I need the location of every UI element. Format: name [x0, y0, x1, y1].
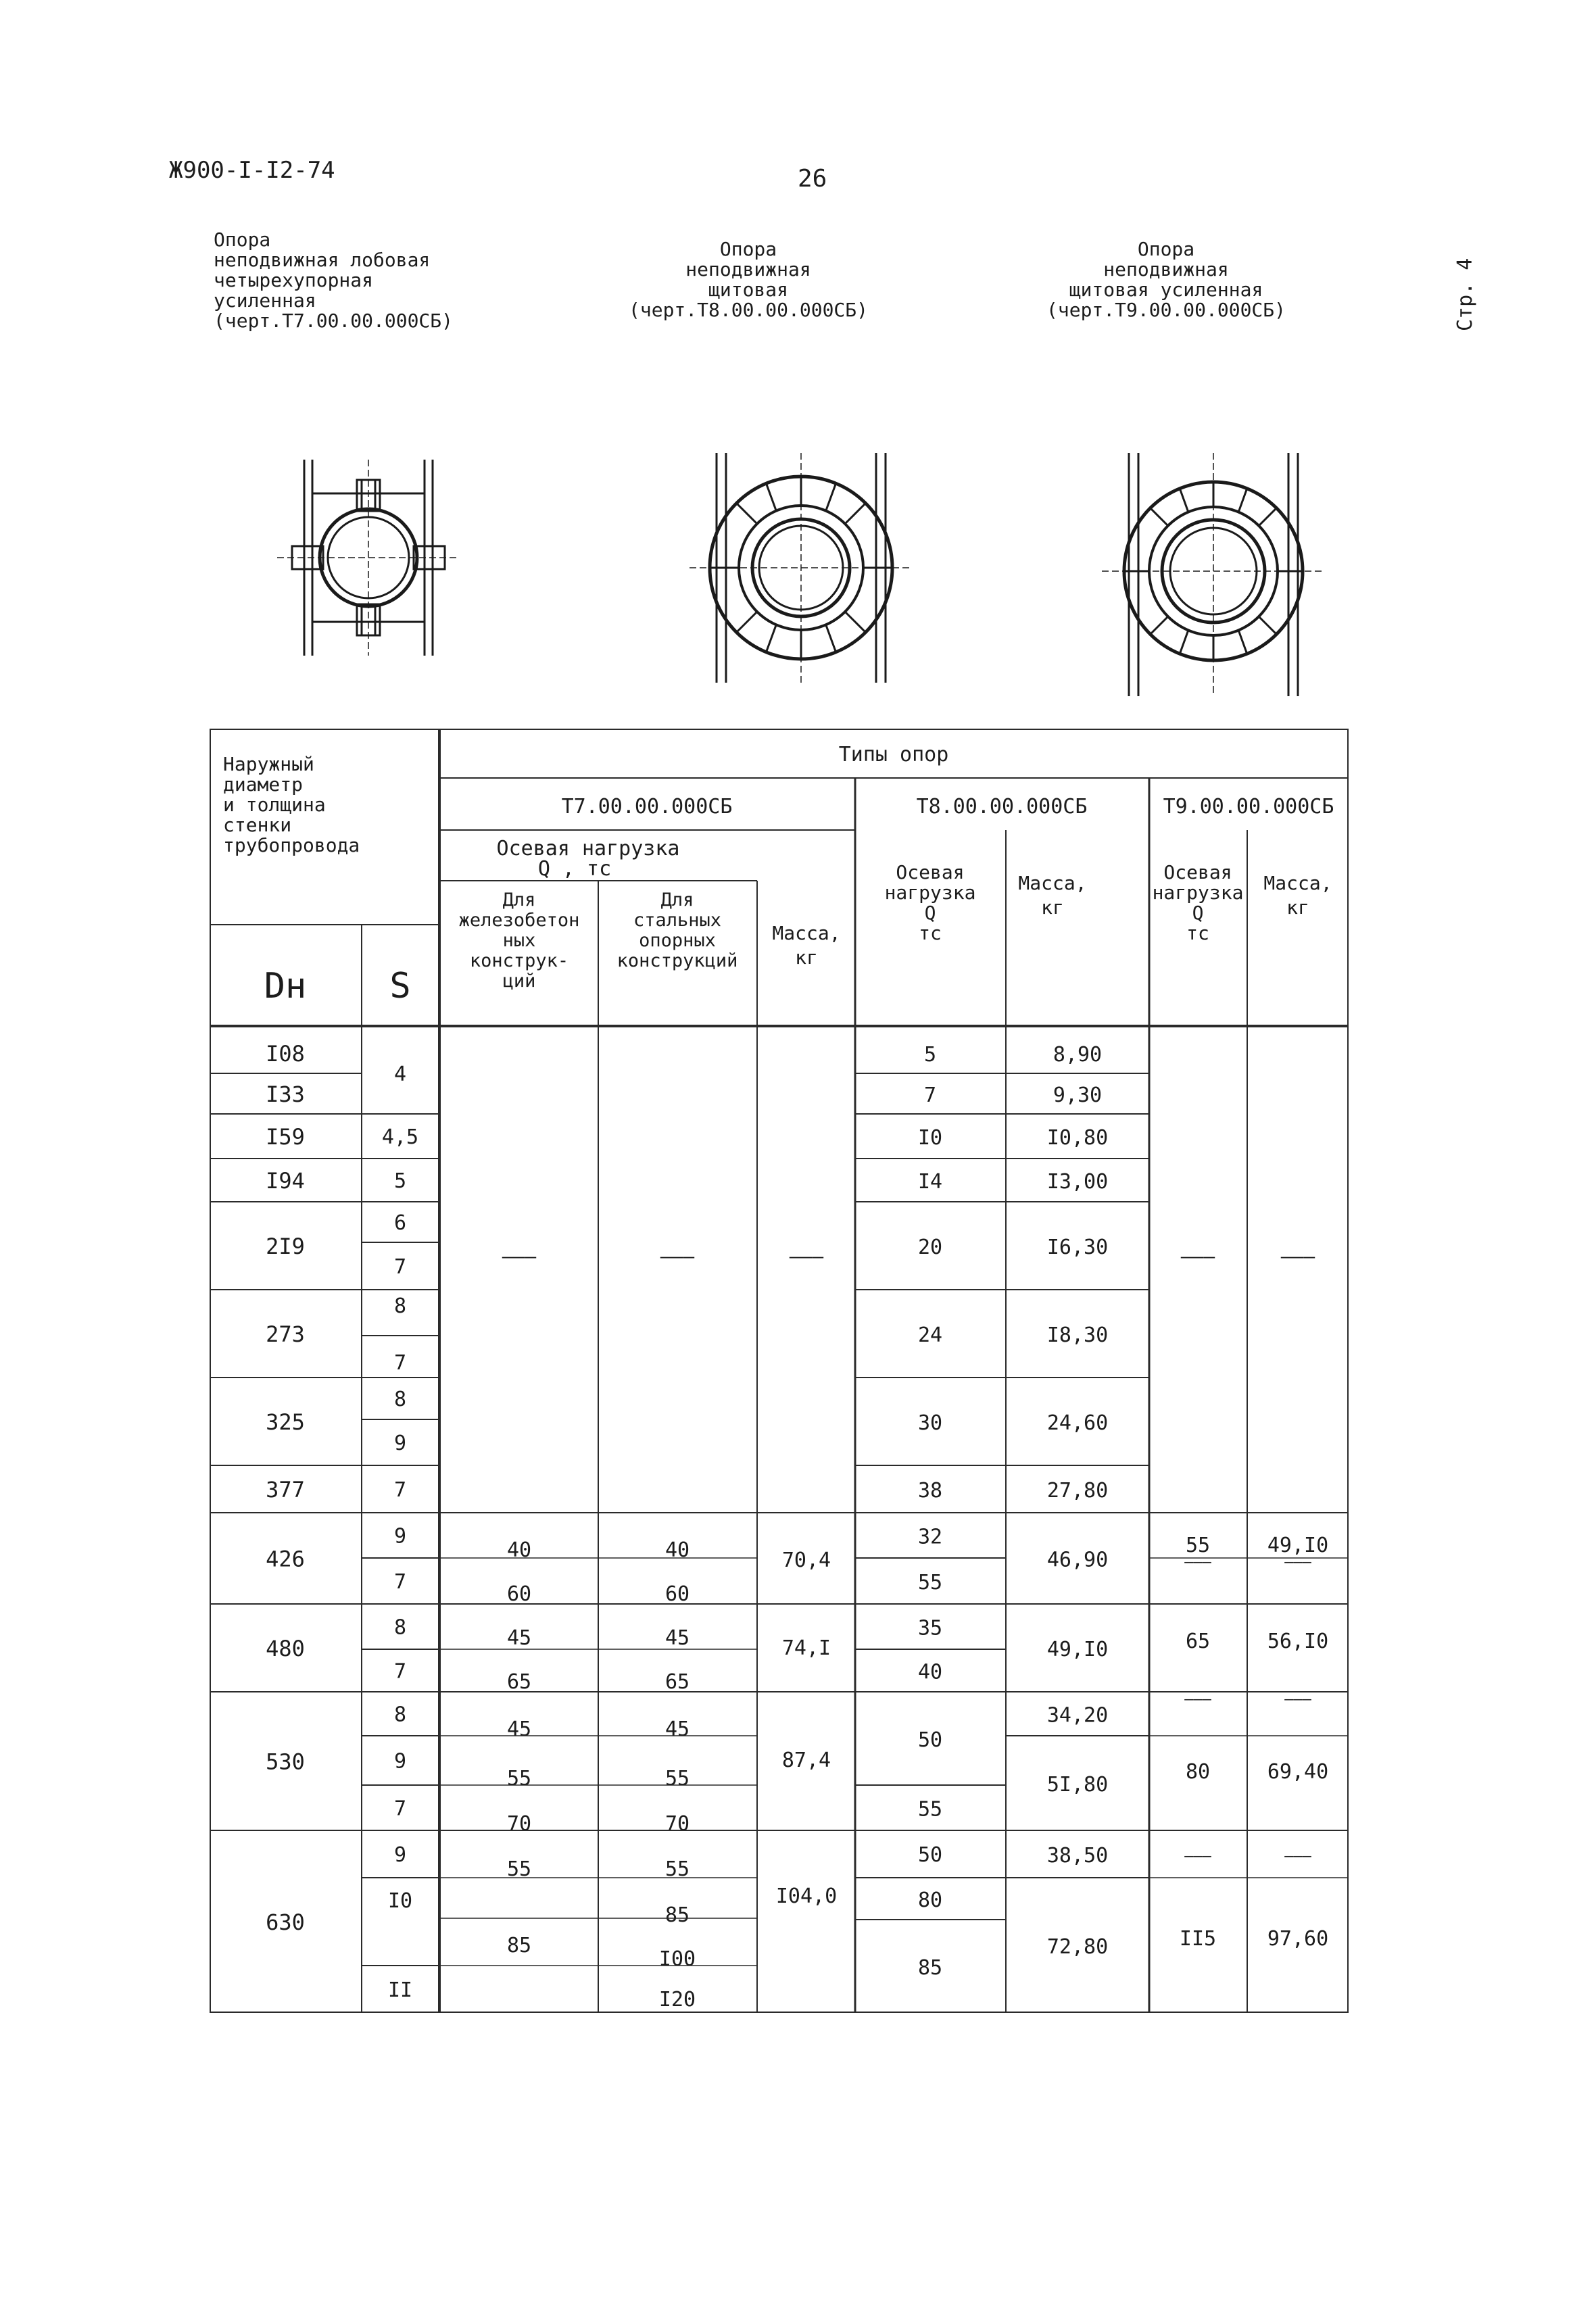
header-axial-load-t8: нагрузка	[884, 881, 976, 904]
s-value: 4	[393, 1063, 407, 1086]
t9-load-dash: ———	[1184, 1554, 1211, 1571]
header-axial-load-t7-q: Q , тс	[537, 857, 612, 881]
t8-load-value: 24	[917, 1323, 943, 1347]
t8-load-value: 7	[923, 1083, 937, 1107]
header-axial-load-t9: Осевая	[1163, 861, 1232, 883]
dn-value: 2I9	[266, 1234, 305, 1259]
dn-value: 480	[266, 1636, 305, 1661]
t8-load-value: 5	[923, 1043, 937, 1067]
t9-mass-dash: ———	[1284, 1691, 1311, 1708]
t9-load-value: 80	[1185, 1760, 1211, 1784]
t8-mass-value: 5I,80	[1046, 1773, 1109, 1797]
header-mass-t7: Масса,	[772, 922, 841, 944]
header-diameter: трубопровода	[223, 834, 360, 856]
dn-value: 273	[266, 1321, 305, 1347]
s-value: 9	[393, 1749, 407, 1774]
t9-mass-value: 49,I0	[1267, 1534, 1329, 1557]
s-value: II	[387, 1978, 413, 2002]
t9-load-dash: ———	[1184, 1691, 1211, 1708]
header-diameter: Наружный	[223, 753, 314, 775]
s-value: 8	[393, 1615, 407, 1640]
t9-mass-value: 69,40	[1267, 1760, 1329, 1784]
t7-steel-value: 45	[664, 1717, 690, 1741]
t7-steel-value: I20	[658, 1988, 696, 2012]
drawing-support-t7	[277, 460, 460, 656]
t8-load-value: 55	[917, 1797, 943, 1822]
s-value: 7	[393, 1659, 407, 1684]
header-axial-load-t9: тс	[1186, 922, 1209, 944]
t9-mass-dash: ———	[1284, 1848, 1311, 1865]
s-value: 5	[393, 1169, 407, 1193]
header-diameter: диаметр	[223, 773, 304, 796]
header-mass-t8: Масса,	[1018, 872, 1087, 894]
s-value: 6	[393, 1211, 407, 1235]
header-axial-load-t7: Осевая нагрузка	[496, 837, 680, 860]
header-axial-load-t9: Q	[1192, 902, 1204, 924]
t7-rc-value: 70	[506, 1812, 532, 1836]
t7-mass-value: I04,0	[775, 1884, 838, 1908]
t8-mass-value: 9,30	[1053, 1083, 1103, 1107]
t9-load-value: 55	[1185, 1534, 1211, 1557]
t7-mass-value: 70,4	[781, 1549, 831, 1572]
header-t7: Т7.00.00.000СБ	[561, 795, 733, 819]
s-value: 8	[393, 1703, 407, 1727]
t7-rc-value: 40	[506, 1538, 532, 1562]
s-value: 8	[393, 1388, 407, 1411]
s-value: 7	[393, 1478, 407, 1502]
header-mass-t8: кг	[1041, 896, 1064, 919]
header-t8: Т8.00.00.000СБ	[916, 795, 1088, 819]
t9-load-dash: ———	[1180, 1245, 1215, 1267]
header-for-steel: конструкций	[616, 950, 738, 971]
dn-value: 426	[266, 1546, 305, 1572]
header-for-steel: опорных	[639, 930, 716, 951]
header-diameter: и толщина	[223, 794, 326, 816]
t8-load-value: 38	[917, 1479, 943, 1503]
t7-rc-value: 45	[506, 1717, 532, 1741]
t8-mass-value: 27,80	[1046, 1479, 1109, 1503]
t8-load-value: 32	[917, 1525, 943, 1549]
t7-steel-value: 70	[664, 1812, 690, 1836]
drawing-support-t9	[1102, 453, 1325, 696]
t7-steel-value: 55	[664, 1857, 690, 1881]
t7-steel-value: 60	[664, 1582, 690, 1606]
header-s: S	[389, 966, 411, 1006]
s-value: 7	[393, 1351, 407, 1375]
s-value: 9	[393, 1843, 407, 1867]
t7-rc-value: 55	[506, 1767, 532, 1790]
header-mass-t9: кг	[1286, 896, 1309, 919]
side-page-note: Стр. 4	[1453, 258, 1477, 331]
t9-load-dash: ———	[1184, 1848, 1211, 1865]
header-axial-load-t8: Q	[924, 902, 936, 924]
t8-load-value: 50	[917, 1843, 943, 1867]
t7-steel-value: 85	[664, 1903, 690, 1927]
t7-rc-value: 85	[506, 1934, 532, 1957]
t7-steel-value: 40	[664, 1538, 690, 1562]
caption-support-t7: Опора неподвижная лобовая четырехупорная усиленная (черт.Т7.00.00.000СБ)	[214, 228, 454, 332]
header-for-rc: ных	[502, 930, 536, 951]
header-mass-t9: Масса,	[1263, 872, 1332, 894]
header-for-rc: ций	[502, 971, 536, 992]
t7-rc-value: 65	[506, 1670, 532, 1694]
header-for-rc: конструк-	[469, 950, 569, 971]
t7-rc-value: 55	[506, 1857, 532, 1881]
t9-load-value: 65	[1185, 1630, 1211, 1653]
t7-steel-value: I00	[658, 1947, 696, 1971]
t7-rc-value: 45	[506, 1626, 532, 1650]
t7-steel-value: 45	[664, 1626, 690, 1650]
s-value: 4,5	[381, 1125, 419, 1149]
header-diameter: стенки	[223, 814, 292, 836]
header-axial-load-t8: тс	[919, 922, 942, 944]
header-axial-load-t9: нагрузка	[1152, 881, 1244, 904]
drawing-support-t8	[690, 453, 913, 683]
s-value: 7	[393, 1255, 407, 1279]
t8-mass-value: I3,00	[1046, 1170, 1109, 1194]
dn-value: I94	[266, 1168, 305, 1194]
t8-mass-value: 34,20	[1046, 1703, 1109, 1728]
s-value: 7	[393, 1570, 407, 1594]
t8-load-value: 55	[917, 1571, 943, 1594]
header-axial-load-t8: Осевая	[896, 861, 965, 883]
t7-steel-value: 55	[664, 1767, 690, 1790]
s-value: I0	[387, 1889, 413, 1913]
t8-load-value: 30	[917, 1411, 943, 1435]
header-for-steel: стальных	[633, 910, 722, 931]
t8-load-value: I0	[917, 1126, 943, 1150]
header-for-rc: железобетон	[458, 910, 580, 931]
document-code: Ж900-I-I2-74	[169, 157, 335, 184]
t7-mass-value: 74,I	[781, 1636, 831, 1660]
s-value: 8	[393, 1294, 407, 1318]
dn-value: 377	[266, 1477, 305, 1503]
t9-load-value: II5	[1179, 1927, 1217, 1951]
t9-mass-dash: ———	[1284, 1554, 1311, 1571]
t8-load-value: 20	[917, 1236, 943, 1259]
header-support-types: Типы опор	[838, 743, 949, 766]
dn-value: I33	[266, 1081, 305, 1107]
t8-load-value: 50	[917, 1728, 943, 1752]
s-value: 7	[393, 1797, 407, 1821]
t8-load-value: 40	[917, 1660, 943, 1684]
t9-mass-value: 56,I0	[1267, 1630, 1329, 1653]
t8-load-value: 80	[917, 1888, 943, 1912]
t8-mass-value: 8,90	[1053, 1043, 1103, 1067]
t7-steel-dash: ———	[660, 1245, 695, 1267]
dn-value: 530	[266, 1749, 305, 1775]
s-value: 9	[393, 1524, 407, 1549]
t8-load-value: I4	[917, 1170, 943, 1194]
dn-value: I59	[266, 1124, 305, 1150]
t8-mass-value: 24,60	[1046, 1411, 1109, 1435]
header-dn: Dн	[264, 966, 307, 1006]
t8-mass-value: 72,80	[1046, 1935, 1109, 1959]
header-for-rc: Для	[502, 890, 536, 910]
page-number: 26	[798, 165, 827, 193]
t8-mass-value: 46,90	[1046, 1548, 1109, 1572]
t9-mass-dash: ———	[1280, 1245, 1315, 1267]
caption-support-t8: Опора неподвижная щитовая (черт.Т8.00.00.000СБ)	[629, 238, 869, 321]
t8-mass-value: 49,I0	[1046, 1638, 1109, 1661]
t7-rc-dash: ———	[502, 1245, 537, 1267]
t7-rc-value: 60	[506, 1582, 532, 1606]
t7-mass-dash: ———	[789, 1245, 824, 1267]
t7-mass-value: 87,4	[781, 1749, 831, 1772]
t8-mass-value: I6,30	[1046, 1236, 1109, 1259]
support-table	[210, 729, 1349, 2013]
t7-steel-value: 65	[664, 1670, 690, 1694]
header-mass-t7: кг	[795, 946, 818, 969]
s-value: 9	[393, 1432, 407, 1455]
t8-mass-value: I0,80	[1046, 1126, 1109, 1150]
header-t9: Т9.00.00.000СБ	[1163, 795, 1334, 819]
t8-load-value: 35	[917, 1616, 943, 1640]
t8-load-value: 85	[917, 1956, 943, 1980]
t8-mass-value: 38,50	[1046, 1844, 1109, 1868]
dn-value: I08	[266, 1041, 305, 1067]
dn-value: 325	[266, 1409, 305, 1435]
dn-value: 630	[266, 1909, 305, 1935]
header-for-steel: Для	[660, 890, 694, 910]
t9-mass-value: 97,60	[1267, 1927, 1329, 1951]
t8-mass-value: I8,30	[1046, 1323, 1109, 1347]
caption-support-t9: Опора неподвижная щитовая усиленная (черт.Т9.00.00.000СБ)	[1046, 238, 1286, 321]
